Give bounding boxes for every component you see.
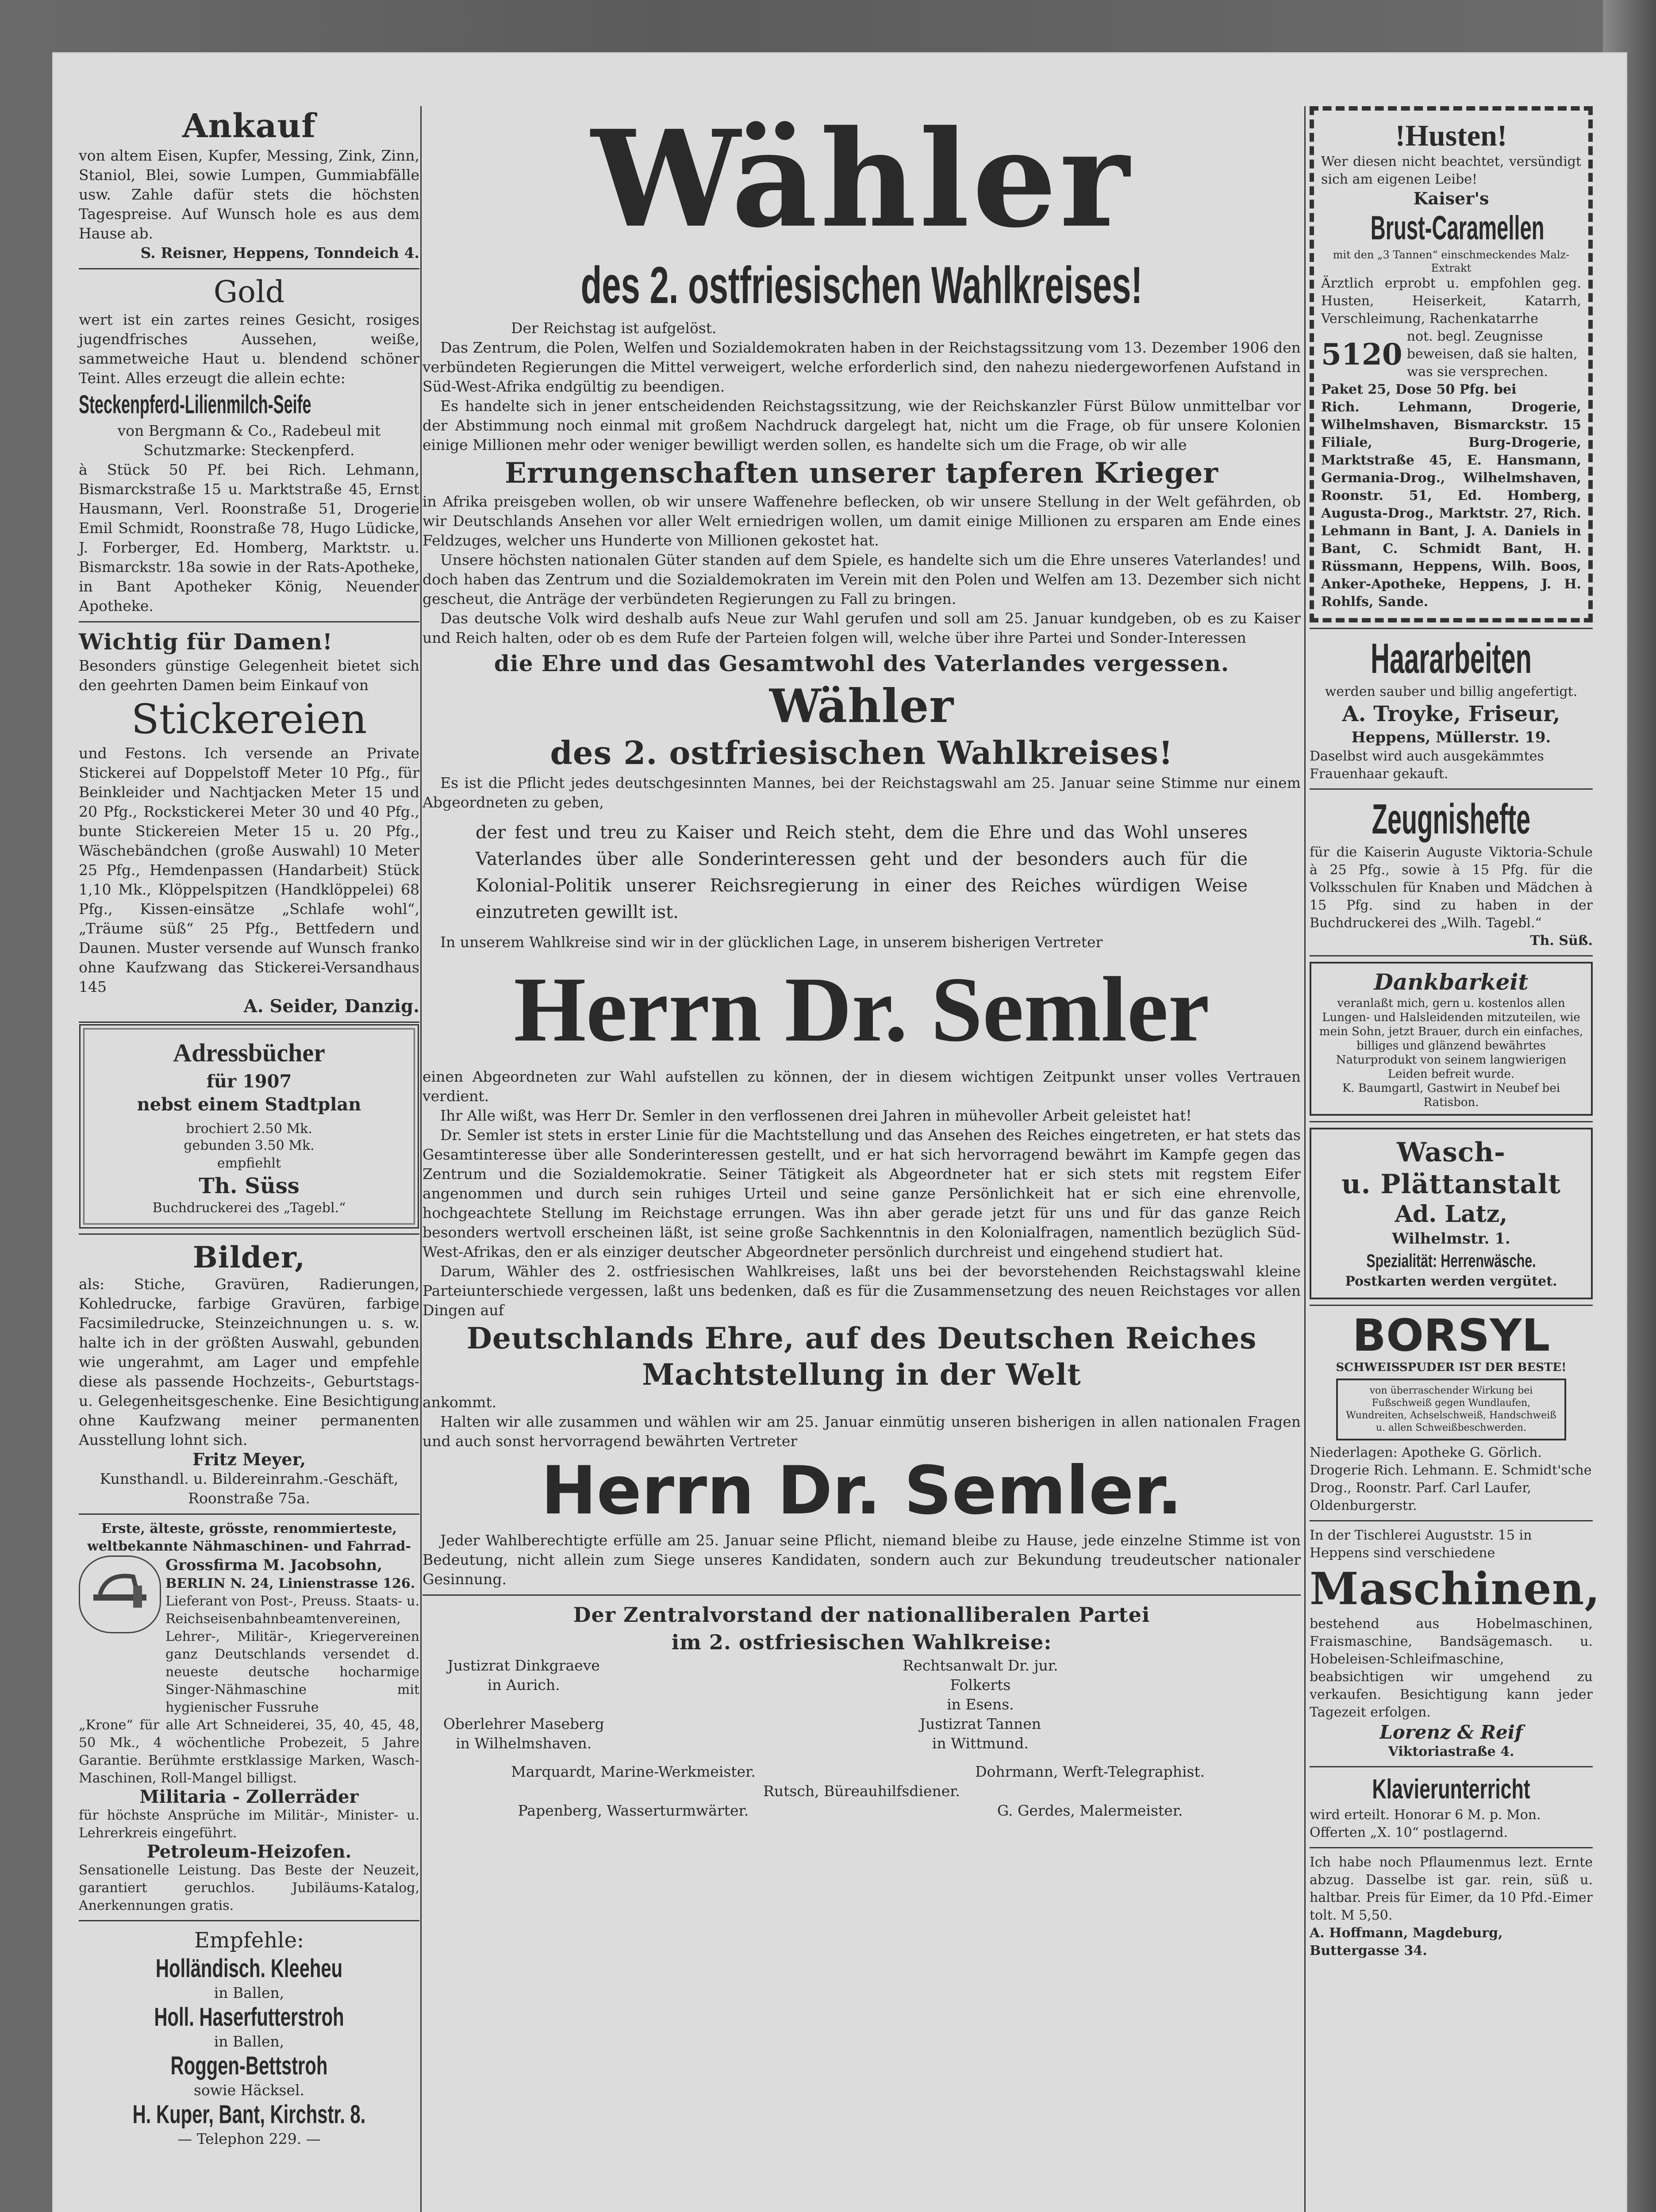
ad-line-1-sub: in Ballen, [214,1984,284,2001]
ad-adressbuecher [83,1028,415,1225]
para-12: Dr. Semler ist stets in erster Linie für die Machtstellung und das Ansehen des Reiches eingetreten, er hat stets das Gesamtinteresse über alle Sonderinteressen gestellt, und er hat sich hervorragend bewährt im Kampfe gegen das Zentrum und die Sozialdemokratie. Seiner Tätigkeit als Abgeordneter hat er sich stets mit regstem Eifer angenommen und durch sein ruhiges Urteil und seine ganze Persönlichkeit hat er sich eine ehrenvolle, hochgeachtete Stellung im Reichstage errungen. Was ihn aber gerade jetzt für uns und für das ganze Reich besonders wertvoll erscheinen läßt, ist seine große Sachkenntnis in den Kolonialfragen, namentlich bezüglich Süd-West-Afrikas, den er als einziger deutscher Abgeordneter persönlich durchreist und eingehend studiert hat. [423,1126,1301,1260]
para-14: ankommt. [423,1394,497,1411]
ad-product: Brust-Caramellen [1370,209,1545,247]
divider [79,1920,419,1921]
divider [1310,1305,1593,1306]
heading-waehler-2: Wähler [769,679,954,733]
ad-intro: Empfehle: [194,1928,304,1953]
para-3: Es handelte sich in jener entscheidenden Reichstagssitzung, wie der Reichskanzler Fürst Bülow unmittelbar vor der Abstimmung noch einmal mit großem Nachdruck dargelegt hat, nicht um die Frage, ob für unsere Kolonien einige Millionen mehr oder weniger bewilligt werden sollen, es handelte sich um die Frage, ob wir alle [423,397,1301,453]
ad-jacobsohn [79,1520,419,1915]
ad-name: Th. Süss [199,1174,300,1198]
signer-place: in Wittmund. [932,1735,1029,1752]
ad-body: veranlaßt mich, gern u. kostenlos allen Lungen- und Halsleidenden mitzuteilen, wie mein Sohn, jetzt Brauer, durch ein einfaches, billiges und glänzend bewährtes Naturprodukt von seinem langwierigen Leiden befreit wurde. [1319,997,1583,1081]
para-4: in Afrika preisgeben wollen, ob wir unsere Waffenehre beflecken, ob wir unsere Stellung in der Welt gefährden, ob wir Deutschlands Ansehen vor aller Welt erniedrigen wollen, um damit einige Millionen zu ersparen am Ende eines Feldzuges, welcher uns Hunderte von Millionen gekostet hat. [423,493,1301,549]
ad-title-2: u. Plättanstalt [1341,1169,1561,1200]
signer-place: in Esens. [947,1696,1014,1713]
ad-firm: Grossfirma M. Jacobsohn, [165,1556,383,1574]
para-13: Darum, Wähler des 2. ostfriesischen Wahlkreises, laßt uns bei der bevorstehenden Reichstagswahl kleine Parteiunterschiede vergessen, laßt uns bedenken, daß es für die Zusammensetzung des neuen Reichstages vor allen Dingen auf [423,1263,1301,1319]
column-rule-right [1304,106,1306,2212]
ad-sellers: à Stück 50 Pf. bei Rich. Lehmann, Bismarckstraße 15 u. Marktstraße 45, Ernst Hausmann, Verl. Roonstraße 51, Drogerie Emil Schmidt, Roonstraße 78, Hugo Lüdicke, J. Forberger, Ed. Homberg, Marktstr. u. Bismarckstr. 18a sowie in der Rats-Apotheke, in Bant Apotheker König, Neuender Apotheke. [79,461,419,614]
ad-postcards: Postkarten werden vergütet. [1345,1274,1557,1289]
ad-zeugnishefte [1310,795,1593,950]
ad-year: für 1907 [206,1071,292,1092]
divider [79,268,419,269]
ad-signature: A. Hoffmann, Magdeburg, Buttergasse 34. [1310,1925,1503,1959]
ad-zoll-body: für höchste Ansprüche im Militär-, Minister- u. Lehrerkreis eingeführt. [79,1808,419,1841]
ad-address: Wilhelmstr. 1. [1392,1230,1510,1248]
ad-borsyl [1310,1311,1593,1515]
ad-body: und Festons. Ich versende an Private Stickerei auf Doppelstoff Meter 10 Pfg., für Beinkleider und Nachtjacken Meter 15 und 20 Pfg., Rockstickerei Meter 30 und 40 Pfg., bunte Stickereien Meter 15 u. 20 Pfg., Wäschebändchen (große Auswahl) 10 Meter 25 Pfg., Hemdenpassen (Handarbeit) Stück 1,10 Mk., Klöppelspitzen (Handklöppelei) 68 Pfg., Kissen-einsätze „Schlafe wohl“, „Träume süß“ 25 Pfg., Bettfedern und Daunen. Muster versende auf Wunsch franko ohne Kaufzwang das Stickerei-Versandhaus 145 [79,745,419,995]
ad-title: !Husten! [1395,119,1507,152]
ad-title: BORSYL [1352,1310,1550,1361]
ad-title: Haararbeiten [1371,635,1532,682]
sewing-machine-icon [79,1555,161,1633]
ad-pflaumenmus [1310,1854,1593,1960]
candidate-name-1: Herrn Dr. Semler [514,958,1210,1061]
ad-head: Erste, älteste, grösste, renommierteste, weltbekannte Nähmaschinen- und Fahrrad- [87,1521,411,1554]
ad-firm: Buchdruckerei des „Tagebl.“ [152,1200,346,1216]
divider [79,1513,419,1515]
ad-signature: S. Reisner, Heppens, Tonndeich 4. [140,244,419,261]
ad-body: wert ist ein zartes reines Gesicht, rosiges jugendfrisches Aussehen, weiße, sammetweiche Haut u. blendend schöner Teint. Alles erzeugt die allein echte: [79,311,419,387]
heading-deutschland-1: Deutschlands Ehre, auf des Deutschen Reiches [466,1321,1257,1356]
signer: Oberlehrer Maseberg [443,1715,604,1732]
para-9: In unserem Wahlkreise sind wir in der glücklichen Lage, in unserem bisherigen Vertreter [440,933,1103,951]
para-2: Das Zentrum, die Polen, Welfen und Sozialdemokraten haben in der Reichstagssitzung vom 13. Dezember 1906 den verbündeten Regierungen die Mittel verweigert, welche erforderlich sind, den nahezu niedergeworfenen Aufstand in Süd-West-Afrika endgültig zu beendigen. [423,339,1301,395]
ad-body-2: Daselbst wird auch ausgekämmtes Frauenhaar gekauft. [1310,749,1544,782]
divider [1310,1520,1593,1521]
ad-number: 5120 [1321,337,1402,372]
divider [423,1594,1301,1596]
ad-stickereien [79,628,419,1016]
price-gebunden: gebunden 3.50 Mk. [184,1138,315,1153]
signature-row-1 [423,1656,1301,1714]
ad-name: Ad. Latz, [1395,1201,1508,1228]
signature-row-2 [423,1714,1301,1753]
ad-recommend: empfiehlt [217,1156,281,1171]
ad-signature: A. Seider, Danzig. [243,996,419,1017]
para-11: Ihr Alle wißt, was Herr Dr. Semler in den verflossenen drei Jahren in mühevoller Arbeit geleistet hat! [440,1107,1192,1124]
ad-telephone: — Telephon 229. — [177,2130,321,2147]
ad-title-1: Wasch- [1397,1137,1506,1168]
ad-title: Zeugnishefte [1372,795,1531,843]
ad-intro: Besonders günstige Gelegenheit bietet sich den geehrten Damen beim Einkauf von [79,657,419,694]
ad-warning: Wer diesen nicht beachtet, versündigt sich am eigenen Leibe! [1321,154,1581,187]
signature-row-4 [423,1801,1301,1820]
para-6: Das deutsche Volk wird deshalb aufs Neue zur Wahl gerufen und soll am 25. Januar kundgeben, ob es zu Kaiser und Reich halten, oder ob es dem Rufe der Parteien folgen will, welche über ihre Partei und Sonder-Interessen [423,610,1301,646]
signer: Marquardt, Marine-Werkmeister. [511,1763,756,1780]
heading-deutschland-2: Machtstellung in der Welt [642,1357,1081,1392]
right-column [1310,106,1601,1964]
ad-sellers: Niederlagen: Apotheke G. Görlich. Drogerie Rich. Lehmann. E. Schmidt'sche Drog., Roonstr. Parf. Carl Laufer, Oldenburgerstr. [1310,1445,1592,1513]
ad-maker: von Bergmann & Co., Radebeul mit Schutzmarke: Steckenpferd. [117,422,381,459]
signer-place: in Wilhelmshaven. [456,1735,592,1752]
ad-intro: In der Tischlerei Auguststr. 15 in Heppens sind verschiedene [1310,1528,1532,1561]
ad-sub: SCHWEISSPUDER IST DER BESTE! [1336,1361,1567,1374]
ad-body: wird erteilt. Honorar 6 M. p. Mon. Offerten „X. 10“ postlagernd. [1310,1807,1541,1840]
divider [1310,1766,1593,1767]
signature-head: Der Zentralvorstand der nationalliberalen Partei [573,1603,1150,1627]
para-15: Halten wir alle zusammen und wählen wir am 25. Januar einmütig unseren bisherigen in allen nationalen Fragen und auch sonst hervorragend bewährten Vertreter [423,1413,1301,1450]
ad-title: Gold [213,275,285,310]
para-5: Unsere höchsten nationalen Güter standen auf dem Spiele, es handelte sich um die Ehre unseres Vaterlandes! und doch haben das Zentrum und die Sozialdemokraten im Verein mit den Polen und Welfen am 13. Dezember sich nicht gescheut, die Anträge der verbündeten Regierungen zu Fall zu bringen. [423,551,1301,607]
ad-signature: Th. Süß. [1530,933,1593,949]
price-brochiert: brochiert 2.50 Mk. [186,1121,312,1137]
ad-body: von überraschender Wirkung bei Fußschweiß gegen Wundlaufen, Wundreiten, Achselschweiß, Handschweiß u. allen Schweißbeschwerden. [1346,1385,1556,1433]
ad-body: als: Stiche, Gravüren, Radierungen, Kohledrucke, farbige Gravüren, farbige Facsimiledrucke, Steinzeichnungen u. s. w. halte ich in der größten Auswahl, gebunden wie ungerahmt, am Lager und empfehle diese als passende Hochzeits-, Geburtstags- u. Gelegenheitsgeschenke. Eine Besichtigung ohne Kaufzwang meiner permanenten Ausstellung lohnt sich. [79,1275,419,1448]
ad-bilder [79,1240,419,1508]
heading-ehre: die Ehre und das Gesamtwohl des Vaterlandes vergessen. [494,650,1230,676]
signer: Rutsch, Büreauhilfsdiener. [763,1782,960,1800]
divider [1310,1121,1593,1122]
ad-haararbeiten [1310,634,1593,783]
ad-body: bestehend aus Hobelmaschinen, Fraismaschine, Bandsägemasch. u. Hobeleisen-Schleifmaschine, beabsichtigen wir umgehend zu verkaufen. Besichtigung kann jeder Tagezeit erfolgen. [1310,1616,1593,1720]
ad-number-text: not. begl. Zeugnisse beweisen, daß sie halten, was sie versprechen. [1406,329,1578,380]
center-column [423,101,1301,1820]
ad-gold [79,275,419,616]
product-name: Steckenpferd-Lilienmilch-Seife [79,390,311,419]
signer: Justizrat Tannen [919,1715,1041,1732]
ad-addr: BERLIN N. 24, Linienstrasse 126. [165,1576,415,1591]
signer: Papenberg, Wasserturmwärter. [518,1802,749,1819]
divider [1310,1847,1593,1848]
ad-klavier [1310,1773,1593,1842]
ad-waschanstalt [1310,1128,1593,1299]
ad-signature: H. Kuper, Bant, Kirchstr. 8. [132,2100,366,2129]
ad-title: Wichtig für Damen! [79,629,333,655]
ad-address: Heppens, Müllerstr. 19. [1351,729,1551,746]
ad-line-3-sub: sowie Häcksel. [193,2081,305,2099]
para-16: Jeder Wahlberechtigte erfülle am 25. Januar seine Pflicht, niemand bleibe zu Hause, jede einzelne Stimme ist von Bedeutung, nicht allein zum Siege unseres Kandidaten, sondern auch zur Bekundung treudeutscher nationaler Gesinnung. [423,1532,1301,1588]
ad-krone: „Krone“ für alle Art Schneiderei, 35, 40, 45, 48, 50 Mk., 4 wöchentliche Probezeit, 5 Jahre Garantie. Berühmte erstklassige Marken, Wasch-Maschinen, Roll-Mangel billigst. [79,1717,419,1786]
ad-line-2-sub: in Ballen, [214,2033,284,2050]
signer: G. Gerdes, Malermeister. [997,1802,1183,1819]
column-rule-left [420,106,422,2212]
ad-price: Paket 25, Dose 50 Pfg. bei [1321,382,1517,397]
ad-body: Ärztlich erprobt u. empfohlen geg. Husten, Heiserkeit, Katarrh, Verschleimung, Rachenkatarrhe [1321,276,1581,326]
ad-body: Lieferant von Post-, Preuss. Staats- u. Reichseisenbahnbeamtenvereinen, Lehrer-, Militär-, Kriegervereinen ganz Deutschlands versendet d. neueste deutsche hocharmige Singer-Nähmaschine mit hygienischer Fussruhe [165,1594,419,1715]
ad-body: für die Kaiserin Auguste Viktoria-Schule à 25 Pfg., sowie à 15 Pfg. für die Volksschulen für Knaben und Mädchen à 15 Pfg. sind zu haben in der Buchdruckerei des „Wilh. Tagebl.“ [1310,845,1593,931]
signature-row-3 [423,1762,1301,1782]
ad-signature: K. Baumgartl, Gastwirt in Neubef bei Ratisbon. [1342,1082,1560,1109]
para-10: einen Abgeordneten zur Wahl aufstellen zu können, der in diesem wichtigen Zeitpunkt unser volles Vertrauen verdient. [423,1068,1301,1105]
candidate-name-2: Herrn Dr. Semler. [541,1452,1183,1529]
ad-kuper [79,1927,419,2149]
ad-ankauf [79,106,419,263]
para-8: der fest und treu zu Kaiser und Reich steht, dem die Ehre und das Wohl unseres Vaterlandes über alle Sonderinteressen geht und der besonders auch für die Kolonial-Politik unserer Reichsregierung in einer des Reiches würdigen Weise einzutreten gewillt ist. [476,822,1248,922]
ad-line-3: Roggen-Bettstroh [170,2051,328,2080]
ad-sub: mit den „3 Tannen“ einschmeckendes Malz-Extrakt [1333,249,1570,274]
para-7: Es ist die Pflicht jedes deutschgesinnten Mannes, bei der Reichstagswahl am 25. Januar seine Stimme nur einem Abgeordneten zu geben, [423,774,1301,811]
signer-place: in Aurich. [487,1676,560,1694]
ad-address: Viktoriastraße 4. [1388,1744,1514,1759]
ad-end: Sensationelle Leistung. Das Beste der Neuzeit, garantiert geruchlos. Jubiläums-Katalog, Anerkennungen gratis. [79,1863,419,1913]
ad-line-2: Holl. Haserfutterstroh [154,2003,344,2032]
ad-line-1: Holländisch. Kleeheu [155,1954,343,1983]
signer: Rechtsanwalt Dr. jur. Folkerts [903,1657,1058,1694]
ad-dankbarkeit [1310,962,1593,1116]
ad-sellers: Rich. Lehmann, Drogerie, Wilhelmshaven, Bismarckstr. 15 Filiale, Burg-Drogerie, Marktstraße 45, E. Hansmann, Germania-Drog., Wilhelmshaven, Roonstr. 51, Ed. Homberg, Augusta-Drog., Marktstr. 27, Rich. Lehmann in Bant, J. A. Daniels in Bant, C. Schmidt Bant, H. Rüssmann, Heppens, Wilh. Boos, Anker-Apotheke, Heppens, J. H. Rohlfs, Sande. [1321,399,1581,610]
ad-title: Ankauf [182,107,316,145]
ad-title: Dankbarkeit [1374,969,1529,995]
ad-body: von altem Eisen, Kupfer, Messing, Zink, Zinn, Staniol, Blei, sowie Lumpen, Gummiabfälle usw. Zahle dafür stets die höchsten Tagespreise. Auf Wunsch hole es aus dem Hause ab. [79,147,419,242]
ad-petro: Petroleum-Heizofen. [146,1841,352,1862]
ad-husten [1310,106,1593,622]
signer: Justizrat Dinkgraeve [447,1657,600,1674]
ad-zoll: Militaria - Zollerräder [139,1786,359,1807]
heading-wahlkreis-2: des 2. ostfriesischen Wahlkreises! [550,734,1173,772]
ad-title: Maschinen, [1310,1563,1601,1615]
ad-sub: nebst einem Stadtplan [137,1094,361,1115]
divider [1310,628,1593,629]
ad-signature: Fritz Meyer, [192,1449,306,1469]
ad-body: Ich habe noch Pflaumenmus lezt. Ernte abzug. Dasselbe ist gar. rein, süß u. haltbar. Preis für Eimer, da 10 Pfd.-Eimer tolt. M 5,50. [1310,1855,1593,1923]
heading-errungenschaften: Errungenschaften unserer tapferen Krieger [505,457,1218,490]
divider [79,1233,419,1235]
ad-maschinen [1310,1527,1601,1761]
divider [79,621,419,622]
ad-name: A. Troyke, Friseur, [1342,702,1560,726]
signer: Dohrmann, Werft-Telegraphist. [975,1763,1205,1780]
ad-signature-2: Kunsthandl. u. Bildereinrahm.-Geschäft, Roonstraße 75a. [100,1470,399,1507]
para-1: Der Reichstag ist aufgelöst. [511,319,717,337]
ad-signature: Lorenz & Reif [1379,1721,1523,1743]
divider [79,1022,419,1023]
ad-body: werden sauber und billig angefertigt. [1325,684,1578,699]
ad-title: Adressbücher [173,1038,325,1067]
product-name: Stickereien [131,695,367,743]
headline: Wähler [591,101,1132,257]
divider [1310,788,1593,790]
ad-brand: Kaiser's [1413,188,1489,208]
signature-head-2: im 2. ostfriesischen Wahlkreise: [671,1630,1052,1654]
divider [1310,955,1593,956]
left-column [79,106,419,2153]
ad-title: Bilder, [192,1240,306,1275]
headline-sub: des 2. ostfriesischen Wahlkreises! [580,256,1143,315]
ad-specialty: Spezialität: Herrenwäsche. [1366,1250,1536,1271]
ad-title: Klavierunterricht [1372,1774,1530,1805]
